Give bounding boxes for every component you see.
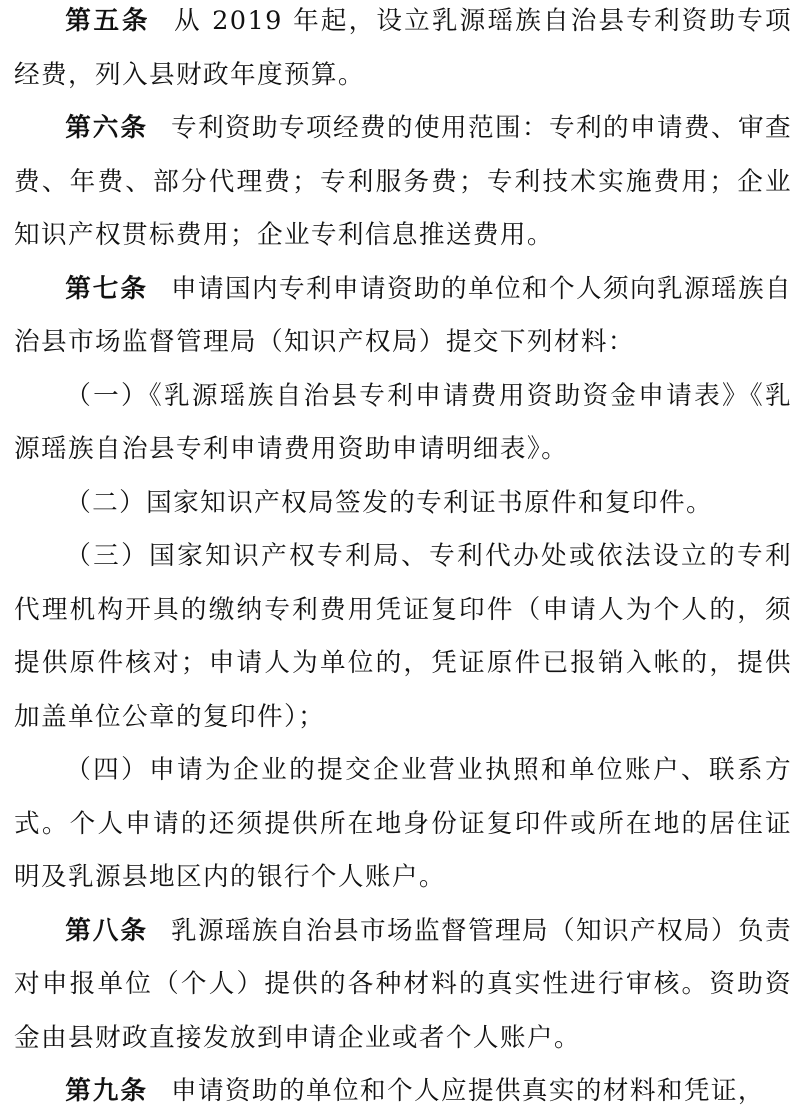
article-number: 第六条 — [65, 113, 148, 143]
article-text: 乳源瑶族自治县市场监督管理局（知识产权局）负责对申报单位（个人）提供的各种材料的真实性进行审核。资助资金由县财政直接发放到申请企业或者个人账户。 — [14, 915, 792, 1053]
article-7 — [14, 263, 792, 370]
article-text: 专利资助专项经费的使用范围：专利的申请费、审查费、年费、部分代理费；专利服务费；专利技术实施费用；企业知识产权贯标费用；企业专利信息推送费用。 — [14, 113, 792, 250]
list-item-text: （四）申请为企业的提交企业营业执照和单位账户、联系方式。个人申请的还须提供所在地身份证复印件或所在地的居住证明及乳源县地区内的银行个人账户。 — [14, 755, 792, 892]
list-item-1 — [14, 370, 792, 477]
article-text: 申请国内专利申请资助的单位和个人须向乳源瑶族自治县市场监督管理局（知识产权局）提交下列材料： — [14, 273, 792, 357]
article-number: 第七条 — [65, 273, 148, 304]
article-number: 第八条 — [65, 915, 148, 946]
article-text: 申请资助的单位和个人应提供真实的材料和凭证， — [171, 1076, 765, 1106]
list-item-2 — [14, 477, 792, 531]
article-9 — [14, 1065, 792, 1119]
article-number: 第九条 — [65, 1076, 148, 1106]
list-item-text: （一）《乳源瑶族自治县专利申请费用资助资金申请表》《乳源瑶族自治县专利申请费用资助申请明细表》。 — [14, 380, 792, 464]
list-item-text: （三）国家知识产权专利局、专利代办处或依法设立的专利代理机构开具的缴纳专利费用凭证复印件（申请人为个人的，须提供原件核对；申请人为单位的，凭证原件已报销入帐的，提供加盖单位公章的复印件）； — [14, 541, 792, 732]
list-item-4 — [14, 744, 792, 905]
article-8 — [14, 905, 792, 1066]
article-5 — [14, 0, 792, 102]
article-number: 第五条 — [65, 6, 151, 36]
article-6 — [14, 102, 792, 263]
list-item-3 — [14, 530, 792, 744]
article-text: 从 2019 年起，设立乳源瑶族自治县专利资助专项经费，列入县财政年度预算。 — [14, 6, 792, 90]
list-item-text: （二）国家知识产权局签发的专利证书原件和复印件。 — [65, 487, 714, 518]
